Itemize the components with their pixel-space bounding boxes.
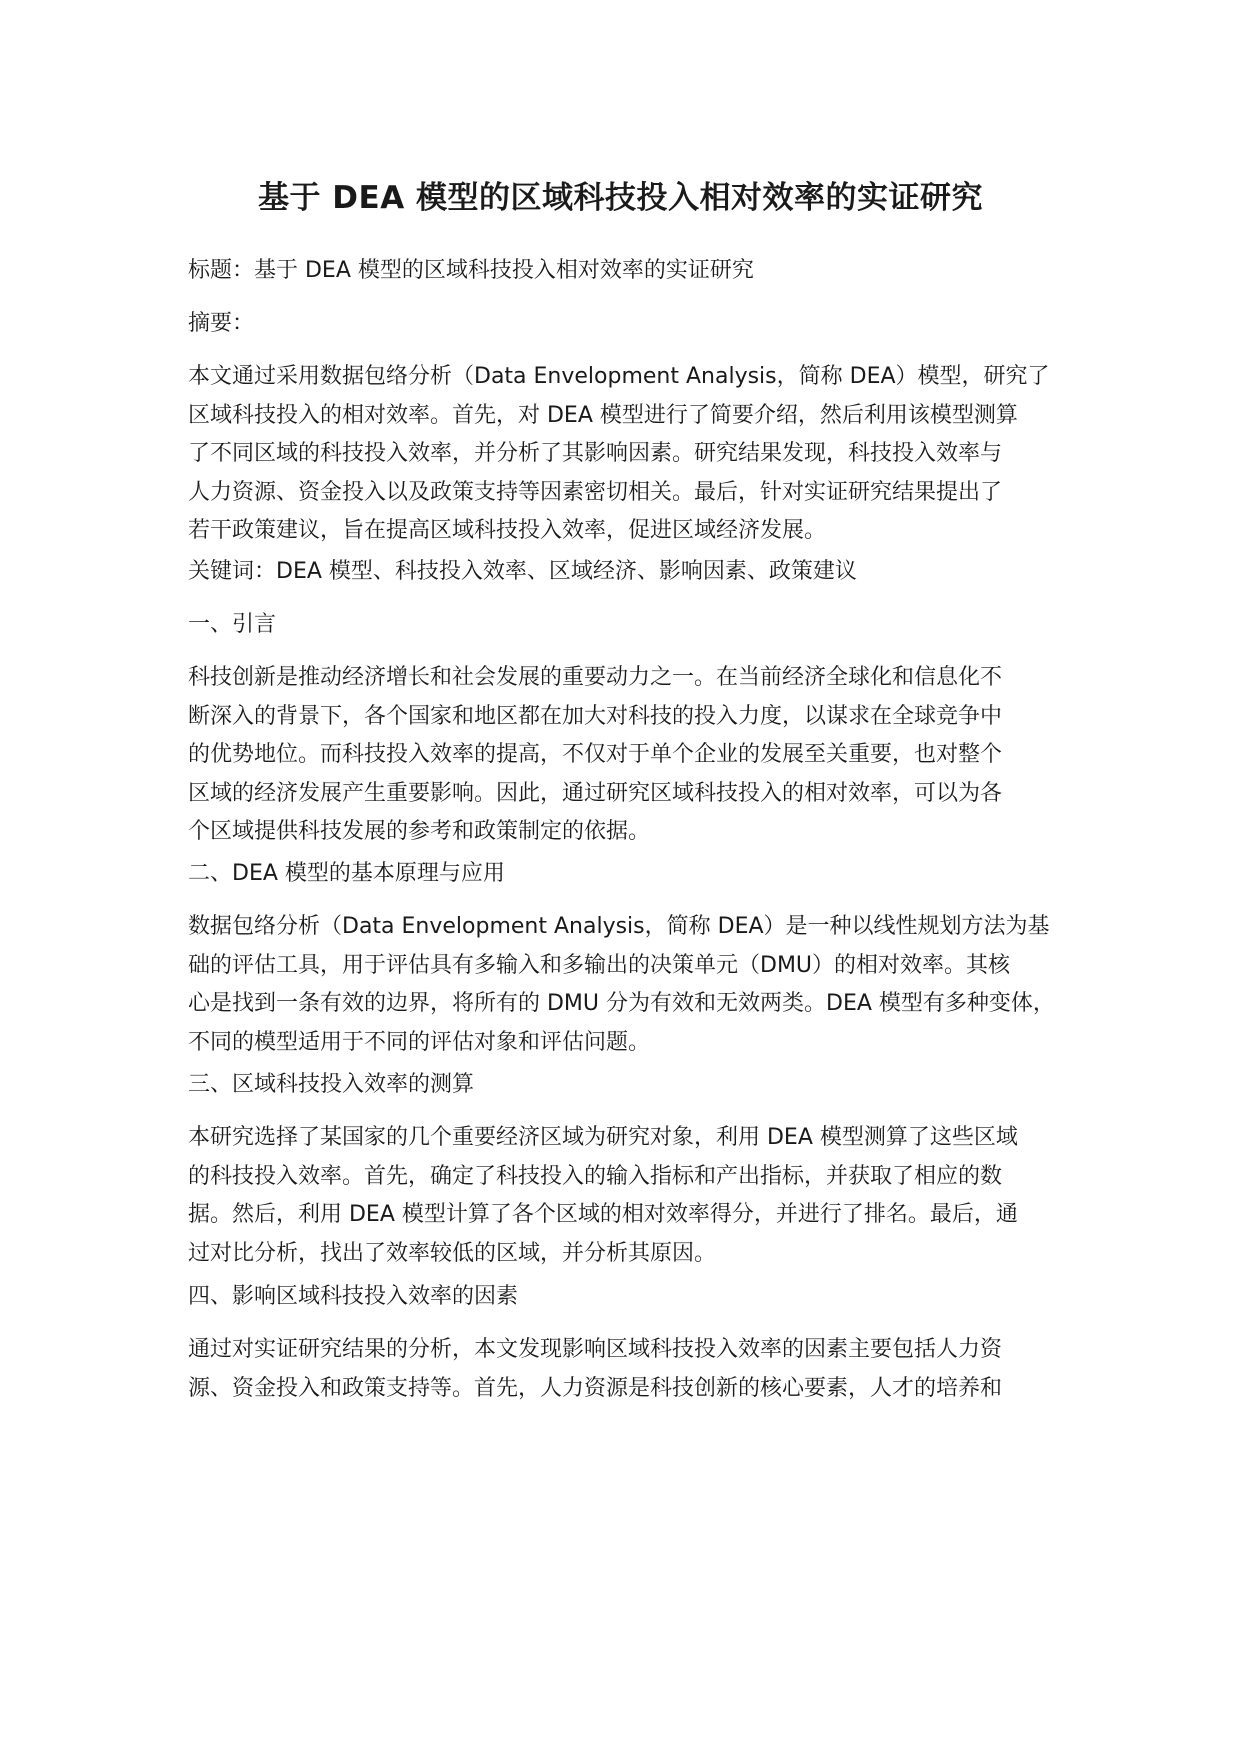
abstract-heading-text: 摘要：: [188, 311, 255, 336]
paragraph-line: 据。然后，利用 DEA 模型计算了各个区域的相对效率得分，并进行了排名。最后，通: [188, 1202, 1018, 1227]
paragraph-line: 不同的模型适用于不同的评估对象和评估问题。: [188, 1029, 651, 1055]
section-heading-text: 二、DEA 模型的基本原理与应用: [188, 861, 505, 886]
abstract-paragraph: [188, 358, 1078, 551]
paragraph-line: 断深入的背景下，各个国家和地区都在加大对科技的投入力度，以谋求在全球竞争中: [188, 703, 1003, 729]
paragraph-line: 区域科技投入的相对效率。首先，对 DEA 模型进行了简要介绍，然后利用该模型测算: [188, 402, 1018, 428]
paragraph-line: 区域的经济发展产生重要影响。因此，通过研究区域科技投入的相对效率，可以为各: [188, 780, 1003, 806]
influencing-factors-paragraph: [188, 1331, 1078, 1408]
efficiency-measurement-paragraph: [188, 1119, 1078, 1273]
paragraph-line: 人力资源、资金投入以及政策支持等因素密切相关。最后，针对实证研究结果提出了: [188, 479, 1003, 505]
section-heading-dea-model: [188, 855, 1078, 894]
paragraph-line: 的优势地位。而科技投入效率的提高，不仅对于单个企业的发展至关重要，也对整个: [188, 742, 1003, 767]
paragraph-line: 础的评估工具，用于评估具有多输入和多输出的决策单元（DMU）的相对效率。其核: [188, 952, 1011, 978]
paragraph-line: 科技创新是推动经济增长和社会发展的重要动力之一。在当前经济全球化和信息化不: [188, 665, 1003, 690]
paragraph-line: 的科技投入效率。首先，确定了科技投入的输入指标和产出指标，并获取了相应的数: [188, 1163, 1003, 1189]
paragraph-line: 源、资金投入和政策支持等。首先，人力资源是科技创新的核心要素，人才的培养和: [188, 1375, 1003, 1401]
paragraph-line: 了不同区域的科技投入效率，并分析了其影响因素。研究结果发现，科技投入效率与: [188, 441, 1003, 466]
section-heading-text: 一、引言: [188, 612, 277, 637]
paragraph-line: 本研究选择了某国家的几个重要经济区域为研究对象，利用 DEA 模型测算了这些区域: [188, 1125, 1018, 1150]
title-line: [188, 252, 1078, 291]
keywords-text: 关键词：DEA 模型、科技投入效率、区域经济、影响因素、政策建议: [188, 559, 857, 584]
section-heading-text: 三、区域科技投入效率的测算: [188, 1072, 475, 1097]
introduction-paragraph: [188, 659, 1078, 852]
title-line-text: 标题：基于 DEA 模型的区域科技投入相对效率的实证研究: [188, 258, 754, 283]
paragraph-line: 本文通过采用数据包络分析（Data Envelopment Analysis，简称 DEA）模型，研究了: [188, 364, 1050, 389]
document-title: 基于 DEA 模型的区域科技投入相对效率的实证研究: [258, 180, 983, 216]
section-heading-introduction: [188, 606, 1078, 645]
section-heading-efficiency-measurement: [188, 1066, 1078, 1105]
paragraph-line: 个区域提供科技发展的参考和政策制定的依据。: [188, 819, 651, 844]
section-heading-influencing-factors: [188, 1278, 1078, 1317]
paragraph-line: 过对比分析，找出了效率较低的区域，并分析其原因。: [188, 1240, 717, 1266]
paragraph-line: 数据包络分析（Data Envelopment Analysis，简称 DEA）是一种以线性规划方法为基: [188, 914, 1050, 939]
paragraph-line: 通过对实证研究结果的分析，本文发现影响区域科技投入效率的因素主要包括人力资: [188, 1337, 1003, 1362]
keywords: [188, 553, 1078, 592]
section-heading-text: 四、影响区域科技投入效率的因素: [188, 1284, 519, 1309]
paragraph-line: 若干政策建议，旨在提高区域科技投入效率，促进区域经济发展。: [188, 518, 827, 543]
dea-model-paragraph: [188, 908, 1078, 1062]
paragraph-line: 心是找到一条有效的边界，将所有的 DMU 分为有效和无效两类。DEA 模型有多种变体，: [188, 991, 1055, 1016]
abstract-heading: [188, 305, 1078, 344]
